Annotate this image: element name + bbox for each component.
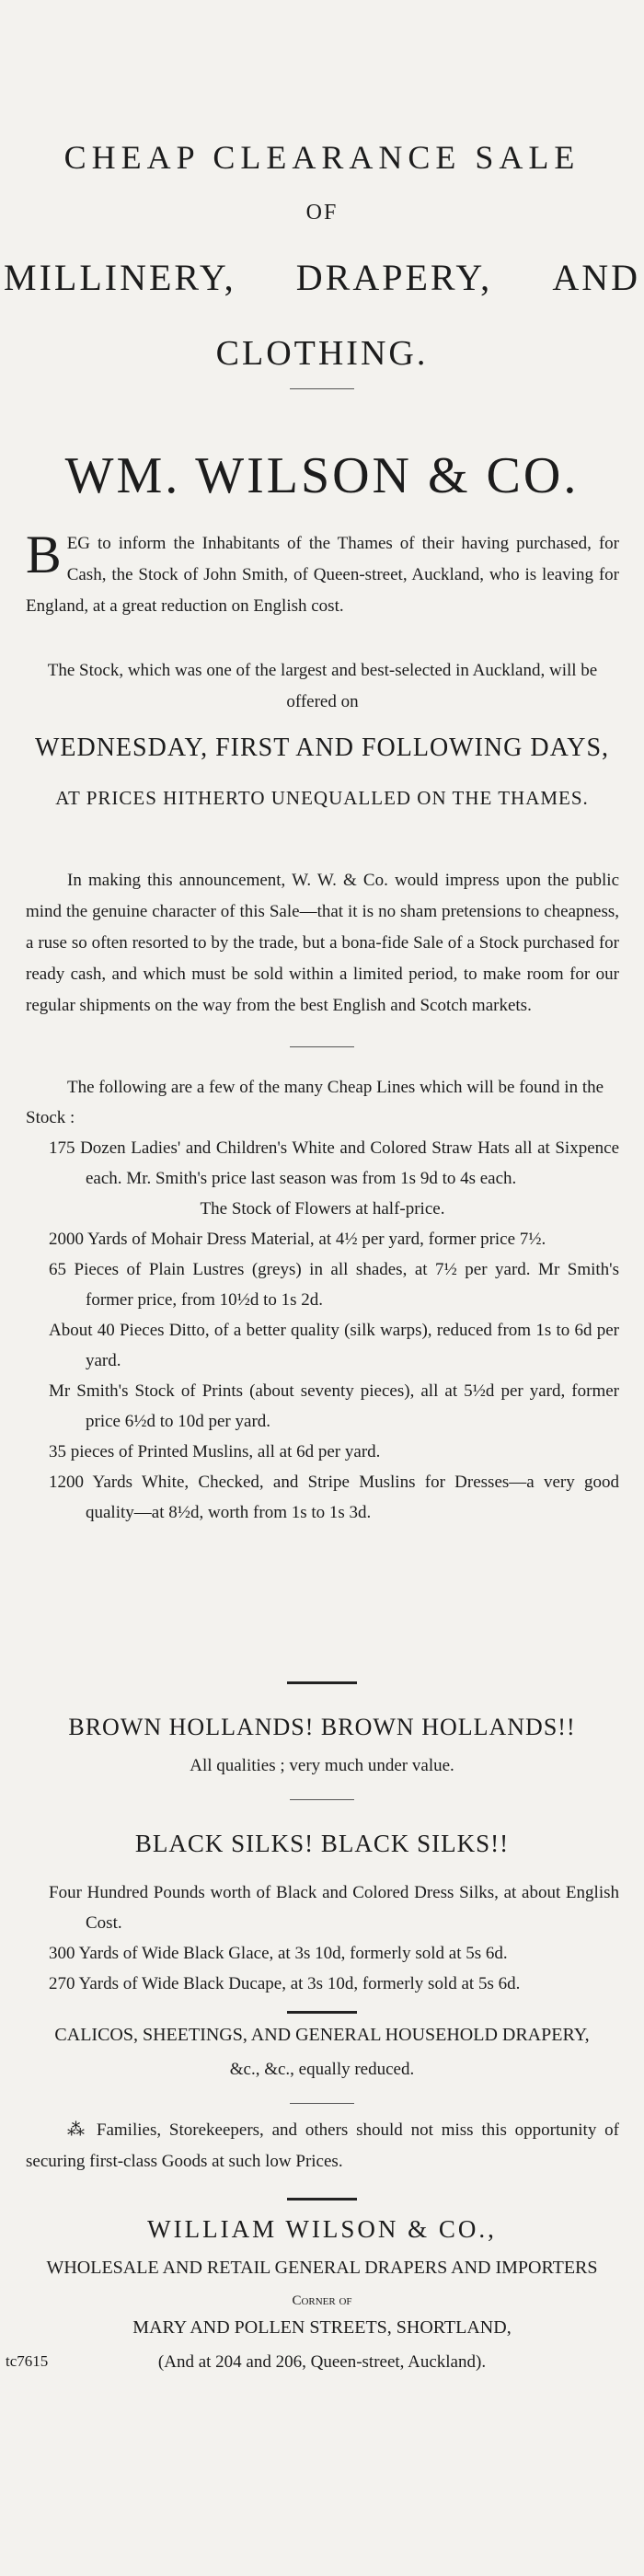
hollands-heading: BROWN HOLLANDS! BROWN HOLLANDS!! [68, 1714, 576, 1740]
cheap-lines-section [26, 1072, 619, 1528]
list-item: Four Hundred Pounds worth of Black and Colored Dress Silks, at about English Cost. [49, 1883, 619, 1933]
list-item: 35 pieces of Printed Muslins, all at 6d per yard. [49, 1442, 381, 1461]
list-item: 2000 Yards of Mohair Dress Material, at 4½ per yard, former price 7½. [49, 1230, 546, 1249]
reference-code: tc7615 [6, 2352, 49, 2370]
list-item: 175 Dozen Ladies' and Children's White and Colored Straw Hats all at Sixpence each. Mr. Smith's price last season was from 1s 9d to 4s each. [49, 1138, 619, 1188]
sale-days-heading: WEDNESDAY, FIRST AND FOLLOWING DAYS, [34, 734, 610, 762]
footer-corner: Corner of [292, 2293, 352, 2308]
announcement-paragraph: In making this announcement, W. W. & Co. would impress upon the public mind the genuine character of this Sale—that it is no sham pretensions to cheapness, a ruse so often resorted to by the trade, but a bona-fide Sale of a Stock purchased for ready cash, and which must be sold within a limited period, to make room for our regular shipments on the way from the best English and Scotch markets. [26, 871, 619, 1015]
stock-note: The Stock, which was one of the largest and best-selected in Auckland, will be offered on [47, 661, 598, 711]
title-cheap-clearance-sale: CHEAP CLEARANCE SALE [63, 139, 581, 176]
drop-cap: B [26, 525, 62, 584]
title-of: OF [305, 201, 339, 225]
list-item: About 40 Pieces Ditto, of a better quality (silk warps), reduced from 1s to 6d per yard. [49, 1321, 619, 1370]
intro-paragraph [26, 525, 619, 622]
list-item: 300 Yards of Wide Black Glace, at 3s 10d, formerly sold at 5s 6d. [49, 1944, 508, 1963]
families-note: ⁂ Families, Storekeepers, and others should not miss this opportunity of securing first-class Goods at such low Prices. [26, 2120, 619, 2171]
title-millinery-drapery [0, 256, 644, 299]
list-item: 1200 Yards White, Checked, and Stripe Muslins for Dresses—a very good quality—at 8½d, worth from 1s to 1s 3d. [49, 1473, 619, 1522]
title-word-and: AND [552, 257, 640, 298]
divider [290, 2103, 354, 2104]
firm-name-heading: WM. WILSON & CO. [64, 447, 580, 504]
footer-firm-name: WILLIAM WILSON & CO., [147, 2215, 497, 2243]
silks-heading: BLACK SILKS! BLACK SILKS!! [134, 1830, 510, 1857]
silks-list [26, 1877, 619, 1999]
divider [287, 1681, 357, 1684]
intro-text: EG to inform the Inhabitants of the Thames of their having purchased, for Cash, the Stock of John Smith, of Queen-street, Auckland, who is leaving for England, at a great reduction on English cost. [26, 534, 619, 616]
list-item: 270 Yards of Wide Black Ducape, at 3s 10d, formerly sold at 5s 6d. [49, 1974, 521, 1993]
divider [290, 388, 354, 389]
footer-business: WHOLESALE AND RETAIL GENERAL DRAPERS AND IMPORTERS [46, 2258, 598, 2278]
lines-intro: The following are a few of the many Cheap Lines which will be found in the Stock : [26, 1078, 604, 1127]
divider [287, 2011, 357, 2014]
divider [290, 1799, 354, 1800]
calicos-note: &c., &c., equally reduced. [229, 2060, 415, 2079]
list-item: Mr Smith's Stock of Prints (about seventy pieces), all at 5½d per yard, former price 6½d to 10d per yard. [49, 1381, 619, 1431]
title-word-millinery: MILLINERY, [4, 257, 236, 298]
list-item: The Stock of Flowers at half-price. [200, 1199, 445, 1219]
calicos-heading: CALICOS, SHEETINGS, AND GENERAL HOUSEHOLD DRAPERY, [54, 2025, 590, 2045]
list-item: 65 Pieces of Plain Lustres (greys) in all shades, at 7½ per yard. Mr Smith's former price, from 10½d to 1s 2d. [49, 1260, 619, 1310]
divider [287, 2198, 357, 2201]
prices-heading: AT PRICES HITHERTO UNEQUALLED ON THE THAMES. [55, 787, 589, 809]
title-clothing: CLOTHING. [215, 334, 429, 373]
footer-streets: MARY AND POLLEN STREETS, SHORTLAND, [132, 2317, 512, 2338]
footer-auckland: (And at 204 and 206, Queen-street, Auckland). [157, 2352, 487, 2372]
hollands-note: All qualities ; very much under value. [190, 1756, 454, 1775]
divider [290, 1046, 354, 1047]
title-word-drapery: DRAPERY, [295, 257, 493, 298]
